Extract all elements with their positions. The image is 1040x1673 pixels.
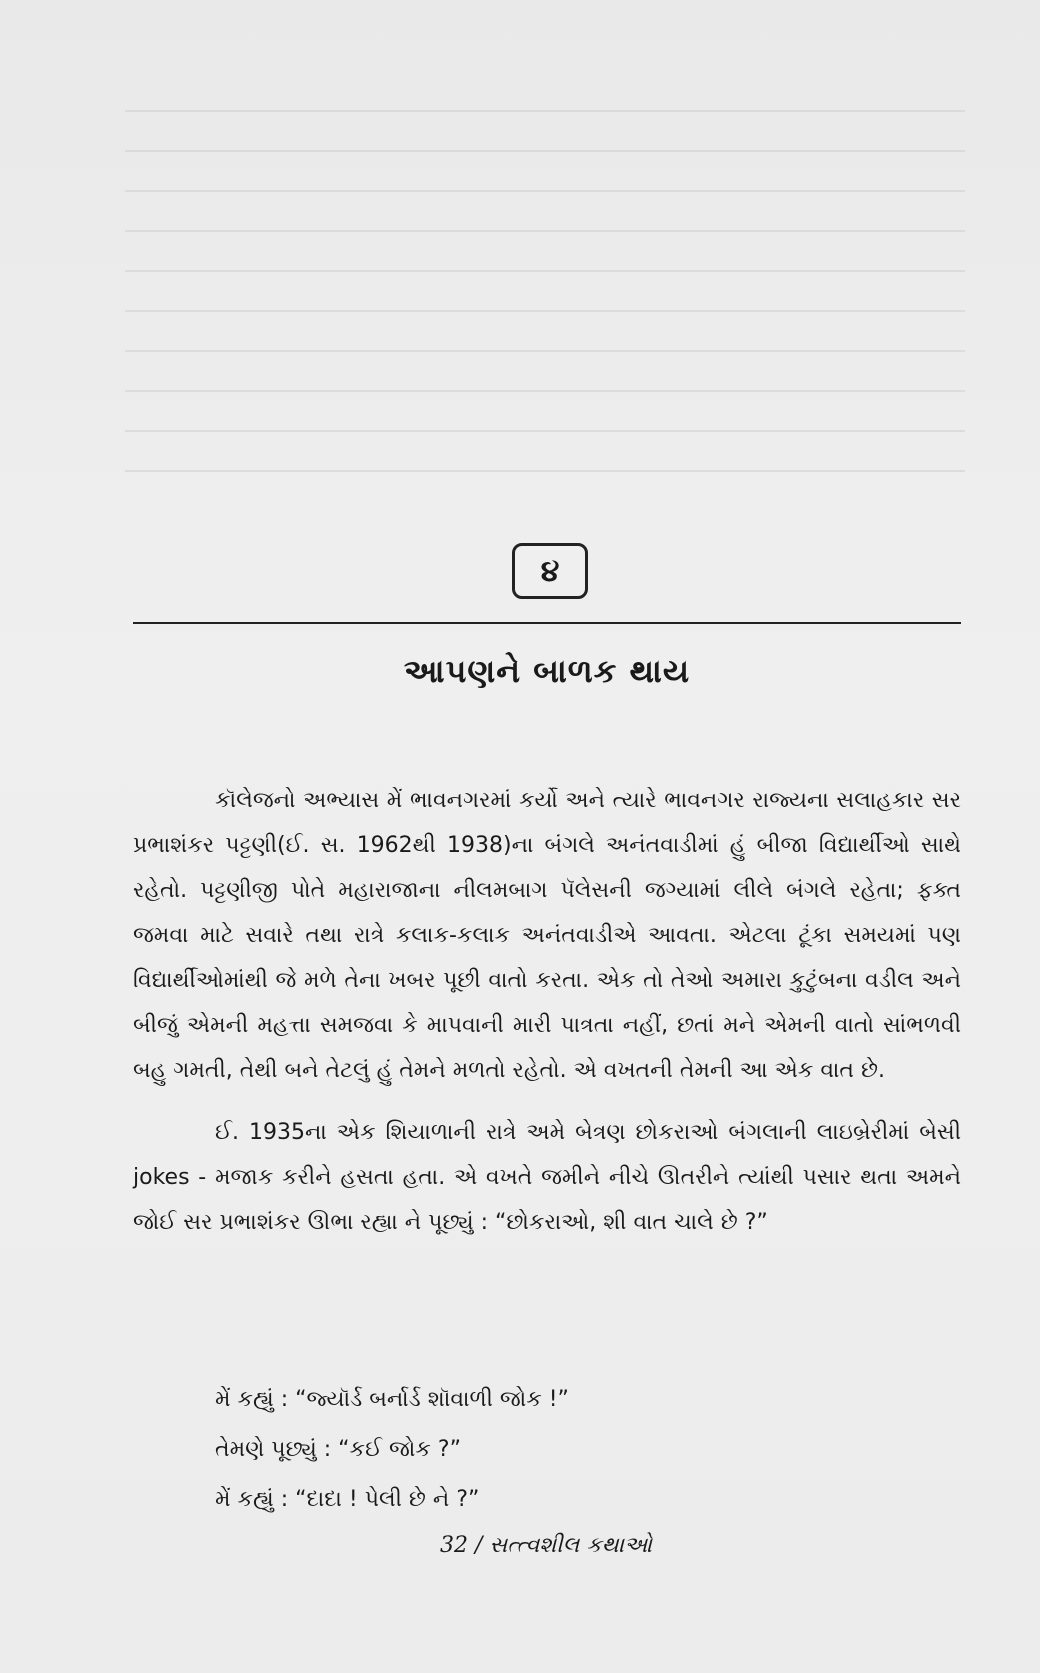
page-footer: 32 / સત્ત્વશીલ કથાઓ <box>440 1533 652 1558</box>
chapter-title: આપણને બાળક થાય <box>403 652 691 690</box>
paragraph: ઈ. 1935ના એક શિયાળાની રાત્રે અમે બેત્રણ છોકરાઓ બંગલાની લાઇબ્રેરીમાં બેસી jokes - મજાક કરીને હસતા હતા. એ વખતે જમીને નીચે ઊતરીને ત્યાંથી પસાર થતા અમને જોઈ સર પ્રભાશંકર ઊભા રહ્યા ને પૂછ્યું : “છોકરાઓ, શી વાત ચાલે છે ?” <box>133 1120 961 1235</box>
chapter-number-box <box>512 543 588 599</box>
body-text <box>133 778 961 1245</box>
dialogue-line: મેં કહ્યું : “જ્યૉર્ડ બર્નાર્ડ શૉવાળી જોક !” <box>215 1387 569 1412</box>
paragraph: કૉલેજનો અભ્યાસ મેં ભાવનગરમાં કર્યો અને ત્યારે ભાવનગર રાજ્યના સલાહકાર સર પ્રભાશંકર પટ્ટણી(ઈ. સ. 1962થી 1938)ના બંગલે અનંતવાડીમાં હું બીજા વિદ્યાર્થીઓ સાથે રહેતો. પટ્ટણીજી પોતે મહારાજાના નીલમબાગ પૅલેસની જગ્યામાં લીલે બંગલે રહેતા; ફક્ત જમવા માટે સવારે તથા રાત્રે કલાક-કલાક અનંતવાડીએ આવતા. એટલા ટૂંકા સમયમાં પણ વિદ્યાર્થીઓમાંથી જે મળે તેના ખબર પૂછી વાતો કરતા. એક તો તેઓ અમારા કુટુંબના વડીલ અને બીજું એમની મહત્તા સમજવા કે માપવાની મારી પાત્રતા નહીં, છતાં મને એમની વાતો સાંભળવી બહુ ગમતી, તેથી બને તેટલું હું તેમને મળતો રહેતો. એ વખતની તેમની આ એક વાત છે. <box>133 788 961 1083</box>
chapter-divider <box>133 622 961 624</box>
dialogue-line: તેમણે પૂછ્યું : “કઈ જોક ?” <box>215 1437 461 1462</box>
show-through-text <box>125 110 965 540</box>
chapter-number: ૪ <box>540 553 560 589</box>
dialogue-block <box>215 1375 569 1525</box>
dialogue-line: મેં કહ્યું : “દાદા ! પેલી છે ને ?” <box>215 1487 480 1512</box>
